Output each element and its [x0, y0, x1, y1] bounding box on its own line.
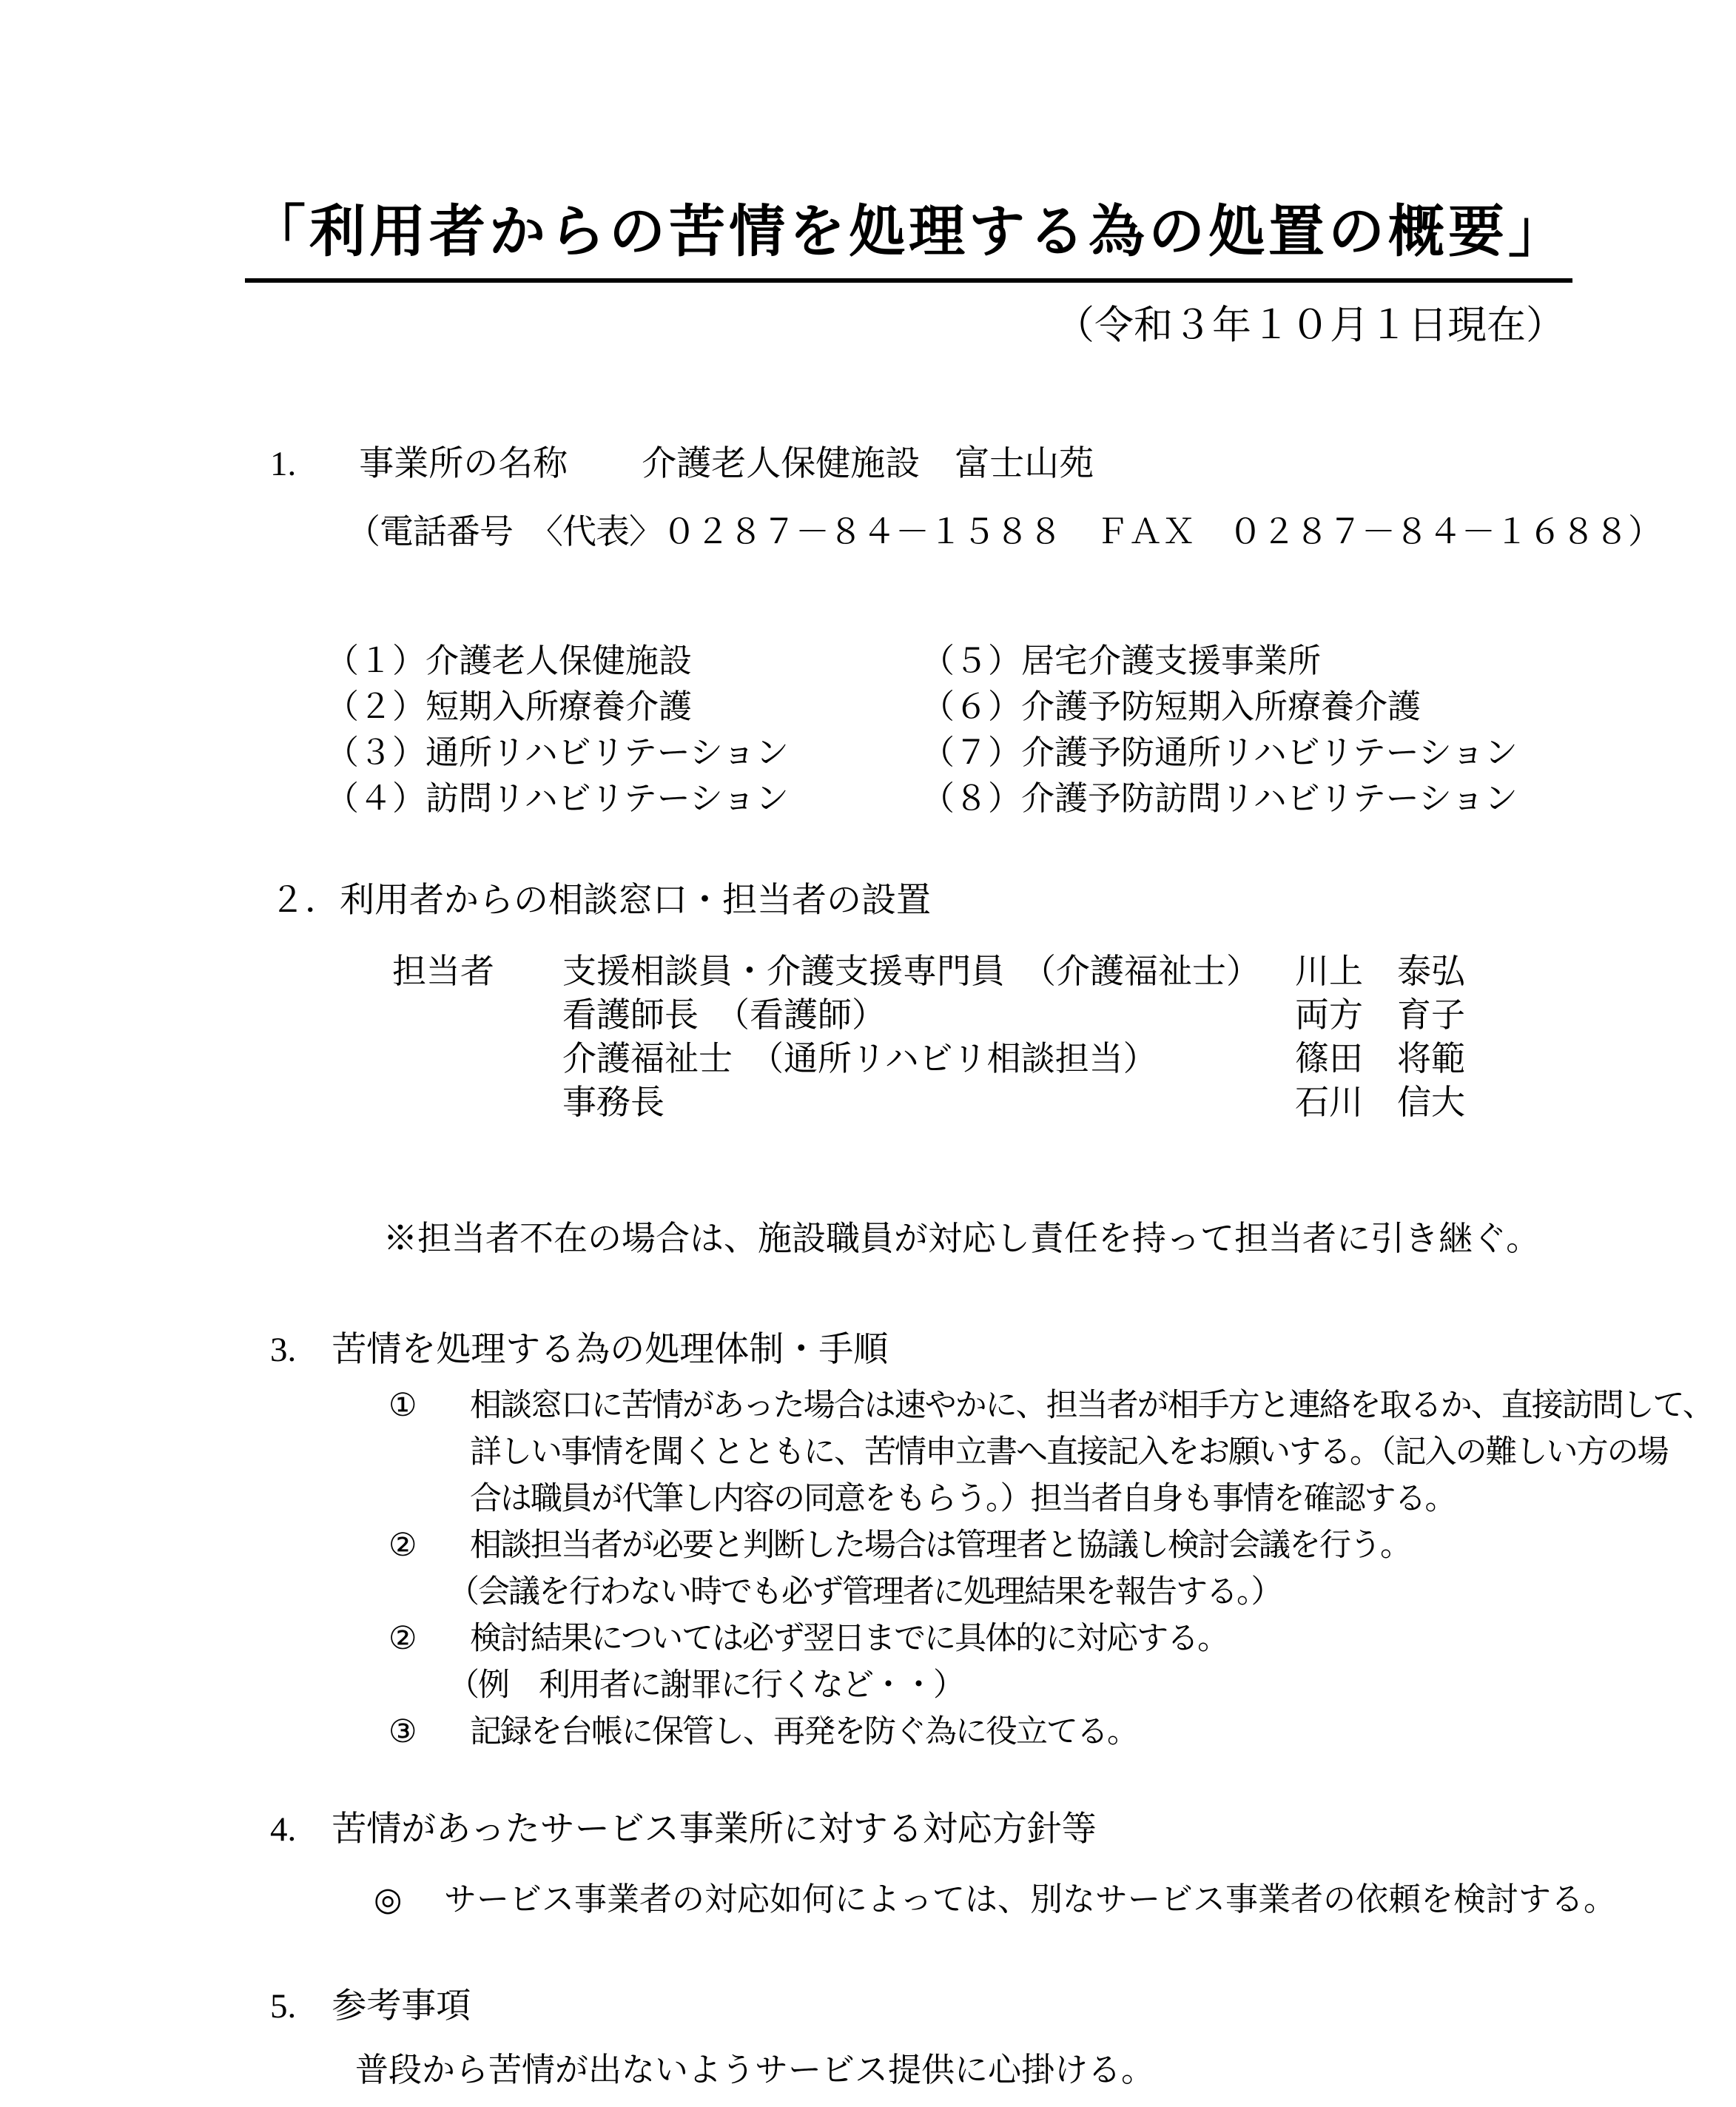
- section-2-number: ２．: [270, 881, 340, 920]
- procedure-item: [388, 1522, 1713, 1616]
- document-title: 「利用者からの苦情を処理する為の処置の概要」: [245, 194, 1572, 283]
- contact-role: 介護福祉士 （通所リハビリ相談担当）: [562, 1040, 1157, 1078]
- contact-row: [392, 950, 1465, 993]
- contact-row: [392, 1081, 1465, 1124]
- item-note: （例 利用者に謝罪に行くなど・・）: [448, 1668, 963, 1703]
- contact-row: [392, 993, 1465, 1037]
- services-list-left: [326, 638, 789, 821]
- service-item: （３）通所リハビリテーション: [326, 734, 789, 771]
- reference-line: 普段から苦情が出ないようサービス提供に心掛ける。: [355, 2051, 1155, 2088]
- section-3-label: 苦情を処理する為の処理体制・手順: [332, 1331, 889, 1369]
- procedure-item: [388, 1382, 1713, 1522]
- title-block: [0, 194, 1736, 283]
- contact-label: 担当者: [392, 952, 494, 990]
- service-item: （２）短期入所療養介護: [326, 688, 693, 725]
- policy-text: サービス事業者の対応如何によっては、別なサービス事業者の依頼を検討する。: [444, 1881, 1616, 1918]
- services-list-right: [921, 638, 1518, 821]
- service-item: （８）介護予防訪問リハビリテーション: [921, 780, 1518, 817]
- contact-role: 事務長: [562, 1083, 665, 1121]
- contact-role: 看護師長 （看護師）: [562, 996, 886, 1034]
- service-item: （１）介護老人保健施設: [326, 642, 693, 679]
- service-item: （６）介護予防短期入所療養介護: [921, 688, 1422, 725]
- contact-role: 支援相談員・介護支援専門員 （介護福祉士）: [562, 952, 1260, 990]
- section-3-heading: [270, 1328, 888, 1371]
- procedure-list: [388, 1382, 1713, 1755]
- section-1-heading: [270, 443, 1094, 485]
- section-1-label: 事業所の名称: [359, 445, 568, 483]
- item-line: 詳しい事情を聞くとともに、苦情申立書へ直接記入をお願いする。（記入の難しい方の場: [470, 1435, 1668, 1470]
- contact-name: 川上 泰弘: [1295, 952, 1465, 990]
- policy-line: [374, 1878, 1616, 1921]
- section-5-label: 参考事項: [332, 1987, 471, 2026]
- procedure-item: [388, 1709, 1713, 1755]
- item-marker: ②: [388, 1528, 416, 1563]
- contacts-table: [392, 950, 1465, 1124]
- item-line: 相談担当者が必要と判断した場合は管理者と協議し検討会議を行う。: [470, 1528, 1410, 1563]
- absence-note: ※担当者不在の場合は、施設職員が対応し責任を持って担当者に引き継ぐ。: [383, 1220, 1541, 1257]
- service-item: （５）居宅介護支援事業所: [921, 642, 1322, 679]
- item-line: 記録を台帳に保管し、再発を防ぐ為に役立てる。: [470, 1715, 1137, 1750]
- item-note: （会議を行わない時でも必ず管理者に処理結果を報告する。）: [448, 1575, 1282, 1610]
- item-marker: ②: [388, 1622, 416, 1656]
- section-2-heading: [270, 879, 931, 922]
- section-5-heading: [270, 1985, 471, 2028]
- section-2-label: 利用者からの相談窓口・担当者の設置: [340, 881, 931, 920]
- item-marker: ③: [388, 1715, 416, 1750]
- date-note: （令和３年１０月１日現在）: [1055, 304, 1565, 347]
- service-item: （７）介護予防通所リハビリテーション: [921, 734, 1518, 771]
- section-4-number: 4.: [270, 1810, 297, 1849]
- contact-row: [392, 1037, 1465, 1081]
- procedure-item: [388, 1616, 1713, 1709]
- section-5-number: 5.: [270, 1987, 297, 2026]
- contact-name: 石川 信大: [1295, 1083, 1465, 1121]
- phone-line: （電話番号 〈代表〉０２８７－８４－１５８８ ＦＡＸ ０２８７－８４－１６８８）: [346, 513, 1661, 551]
- contact-name: 篠田 将範: [1295, 1040, 1465, 1078]
- section-4-heading: [270, 1808, 1097, 1851]
- item-marker: ①: [388, 1388, 416, 1423]
- facility-name: 介護老人保健施設 富士山苑: [642, 445, 1094, 483]
- double-circle-marker: ◎: [374, 1881, 403, 1918]
- section-4-label: 苦情があったサービス事業所に対する対応方針等: [332, 1810, 1097, 1849]
- section-1-number: 1.: [270, 445, 297, 483]
- section-3-number: 3.: [270, 1331, 297, 1369]
- contact-name: 両方 育子: [1295, 996, 1465, 1034]
- service-item: （４）訪問リハビリテーション: [326, 780, 789, 817]
- item-line: 検討結果については必ず翌日までに具体的に対応する。: [470, 1622, 1228, 1656]
- item-line: 合は職員が代筆し内容の同意をもらう。）担当者自身も事情を確認する。: [470, 1482, 1456, 1516]
- item-line: 相談窓口に苦情があった場合は速やかに、担当者が相手方と連絡を取るか、直接訪問して、: [470, 1388, 1713, 1423]
